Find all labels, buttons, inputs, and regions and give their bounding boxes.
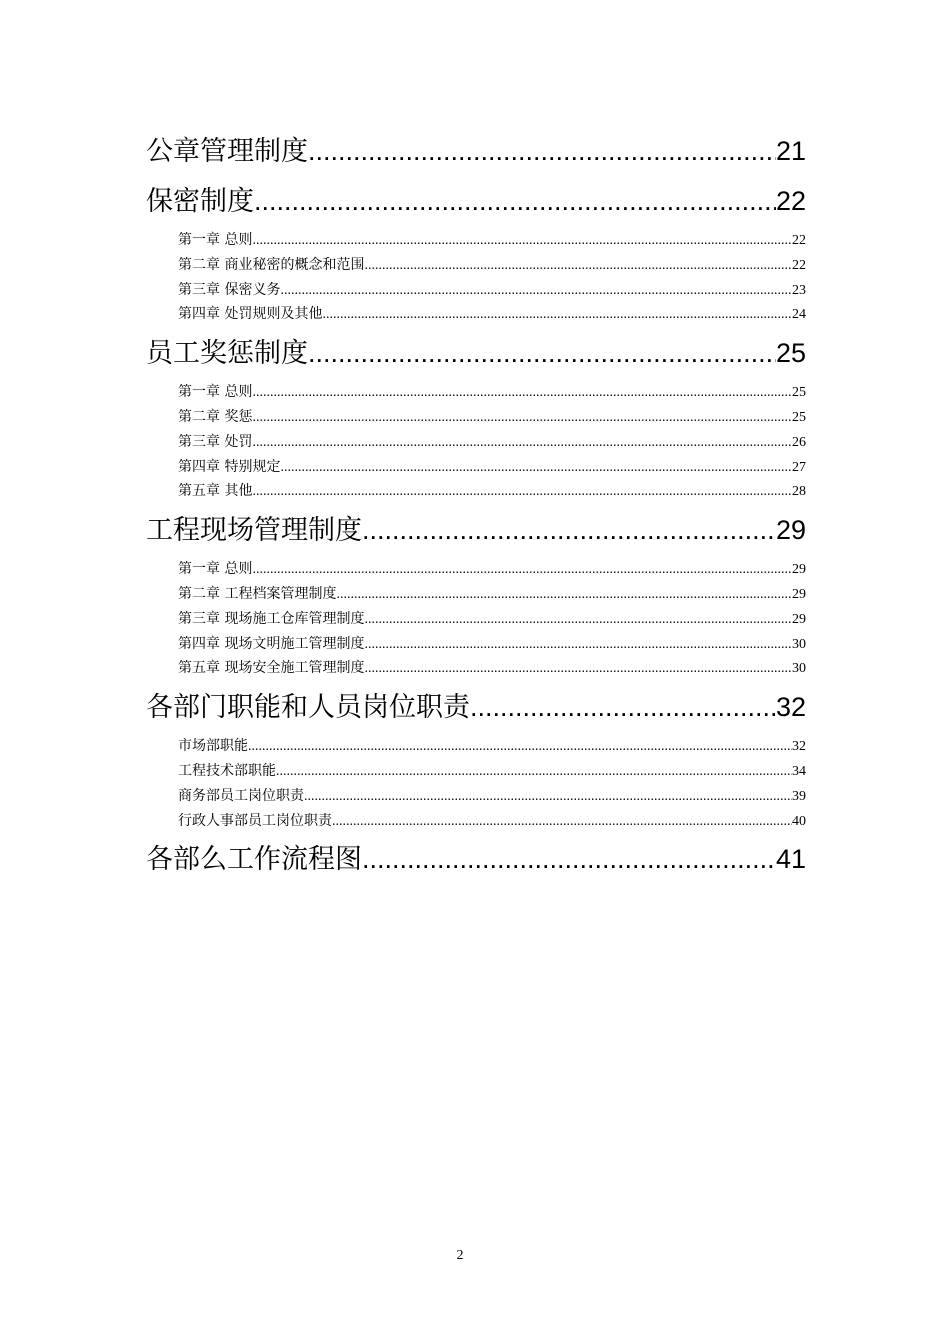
dot-leader: [362, 507, 776, 553]
toc-item-entry[interactable]: [178, 380, 806, 405]
dot-leader: [276, 760, 792, 785]
toc-item-page: 28: [792, 484, 806, 500]
toc-item-entry[interactable]: [178, 582, 806, 607]
toc-item-page: 30: [792, 661, 806, 677]
toc-item-label: 第三章 现场施工仓库管理制度: [178, 610, 365, 627]
toc-section-entry[interactable]: [146, 684, 806, 734]
toc-item-entry[interactable]: [178, 405, 806, 430]
toc-section-page: 21: [775, 136, 806, 166]
toc-item-label: 第三章 保密义务: [178, 281, 281, 298]
dot-leader: [364, 657, 792, 682]
toc-item-label: 行政人事部员工岗位职责: [178, 812, 332, 829]
toc-section-title: 各部么工作流程图: [146, 844, 362, 876]
toc-item-label: 第二章 商业秘密的概念和范围: [178, 256, 365, 273]
toc-item-page: 27: [792, 459, 806, 475]
dot-leader: [248, 735, 792, 760]
page-number: 2: [456, 1248, 464, 1263]
toc-item-entry[interactable]: [178, 278, 806, 303]
dot-leader: [252, 431, 792, 456]
dot-leader: [364, 608, 792, 633]
toc-item-page: 34: [792, 763, 806, 779]
toc-item-label: 市场部职能: [178, 738, 248, 755]
toc-item-page: 24: [792, 307, 806, 323]
toc-section-page: 29: [775, 515, 806, 546]
toc-item-entry[interactable]: [178, 809, 806, 834]
toc-section-title: 公章管理制度: [146, 136, 308, 167]
dot-leader: [364, 254, 792, 279]
toc-item-entry[interactable]: [178, 430, 806, 455]
toc-section-page: 25: [775, 338, 806, 369]
dot-leader: [332, 810, 792, 835]
toc-item-entry[interactable]: [178, 734, 806, 759]
dot-leader: [252, 229, 792, 254]
toc-item-entry[interactable]: [178, 607, 806, 632]
dot-leader: [252, 480, 792, 505]
toc-item-page: 29: [792, 611, 806, 627]
dot-leader: [322, 303, 792, 328]
toc-section-page: 22: [775, 186, 806, 216]
toc-item-entry[interactable]: [178, 479, 806, 504]
toc-item-label: 第二章 工程档案管理制度: [178, 585, 337, 602]
toc-item-page: 22: [792, 233, 806, 248]
toc-item-label: 商务部员工岗位职责: [178, 787, 304, 804]
toc-item-entry[interactable]: [178, 455, 806, 480]
table-of-contents: [146, 128, 806, 886]
dot-leader: [252, 406, 792, 431]
toc-section-title: 工程现场管理制度: [146, 515, 362, 547]
toc-item-entry[interactable]: [178, 759, 806, 784]
toc-item-entry[interactable]: [178, 656, 806, 681]
toc-item-label: 第一章 总则: [178, 561, 253, 578]
toc-section-entry[interactable]: [146, 330, 806, 380]
toc-item-page: 30: [792, 636, 806, 652]
toc-item-entry[interactable]: [178, 632, 806, 657]
toc-section-page: 41: [775, 844, 806, 875]
toc-item-page: 22: [792, 257, 806, 273]
toc-item-entry[interactable]: [178, 228, 806, 253]
toc-section-entry[interactable]: [146, 178, 806, 228]
dot-leader: [280, 279, 792, 304]
toc-item-label: 工程技术部职能: [178, 762, 276, 779]
toc-item-page: 29: [792, 586, 806, 602]
toc-item-page: 23: [792, 282, 806, 298]
toc-item-page: 32: [792, 739, 806, 755]
dot-leader: [252, 381, 792, 406]
toc-item-label: 第四章 现场文明施工管理制度: [178, 635, 365, 652]
toc-item-page: 29: [792, 562, 806, 578]
toc-item-page: 25: [792, 385, 806, 401]
dot-leader: [308, 128, 776, 174]
toc-item-entry[interactable]: [178, 302, 806, 327]
dot-leader: [364, 633, 792, 658]
toc-item-label: 第四章 处罚规则及其他: [178, 306, 323, 323]
toc-item-entry[interactable]: [178, 253, 806, 278]
toc-item-label: 第二章 奖惩: [178, 408, 253, 425]
toc-item-label: 第一章 总则: [178, 384, 253, 401]
toc-item-label: 第一章 总则: [178, 232, 253, 248]
toc-section-title: 保密制度: [146, 186, 254, 217]
toc-item-page: 26: [792, 434, 806, 450]
dot-leader: [280, 456, 792, 481]
toc-item-page: 39: [792, 788, 806, 804]
toc-section-entry[interactable]: [146, 507, 806, 557]
toc-section-title: 各部门职能和人员岗位职责: [146, 692, 470, 724]
toc-section-entry[interactable]: [146, 128, 806, 178]
toc-section-entry[interactable]: [146, 836, 806, 886]
toc-item-label: 第五章 其他: [178, 483, 253, 500]
toc-item-entry[interactable]: [178, 557, 806, 582]
dot-leader: [252, 558, 792, 583]
toc-item-page: 25: [792, 409, 806, 425]
dot-leader: [470, 684, 776, 730]
toc-item-label: 第五章 现场安全施工管理制度: [178, 660, 365, 677]
dot-leader: [308, 330, 776, 376]
dot-leader: [362, 836, 776, 882]
toc-item-entry[interactable]: [178, 784, 806, 809]
toc-section-page: 32: [775, 692, 806, 723]
toc-item-page: 40: [792, 813, 806, 829]
toc-section-title: 员工奖惩制度: [146, 338, 308, 370]
toc-item-label: 第四章 特别规定: [178, 458, 281, 475]
toc-item-label: 第三章 处罚: [178, 433, 253, 450]
dot-leader: [336, 583, 792, 608]
dot-leader: [254, 178, 776, 224]
dot-leader: [304, 785, 792, 810]
